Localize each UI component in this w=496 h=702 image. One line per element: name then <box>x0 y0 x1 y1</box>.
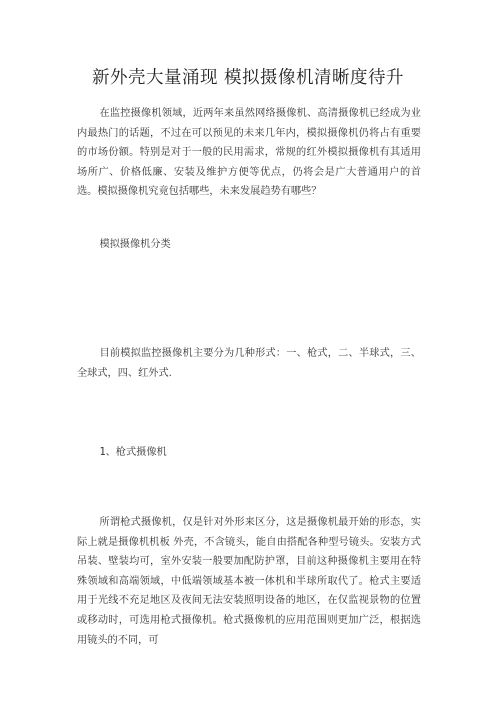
page-title: 新外壳大量涌现 模拟摄像机清晰度待升 <box>91 68 405 88</box>
gun-camera-paragraph: 所谓枪式摄像机，仅是针对外形来区分，这是摄像机最开始的形态，实际上就是摄像机机板 外壳，不含镜头，能自由搭配各种型号镜头。安装方式吊装、壁装均可，室外安装一般要加配防护罩，目前这种摄像机主要用在特殊领域和高端领域，中低端领域基本被一体机和半球所取代了。枪式主要适用于光线不充足地区及夜间无法安装照明设备的地区，在仅监视景物的位置或移动时，可选用枪式摄像机。枪式摄像机的应用范围则更加广泛，根据选用镜头的不同，可 <box>77 517 421 646</box>
intro-paragraph: 在监控摄像机领域，近两年来虽然网络摄像机、高清摄像机已经成为业内最热门的话题，不过在可以预见的未来几年内，模拟摄像机仍将占有重要的市场份额。特别是对于一般的民用需求，常规的红外模拟摄像机有其适用场所广、价格低廉、安装及维护方便等优点，仍将会是广大普通用户的首选。模拟摄像机究竟包括哪些，未来发展趋势有哪些？ <box>77 108 421 198</box>
gun-camera-subheading: 1、枪式摄像机 <box>99 447 167 458</box>
section-heading: 模拟摄像机分类 <box>99 239 171 250</box>
camera-forms-paragraph: 目前模拟监控摄像机主要分为几种形式：一、枪式，二、半球式，三、全球式，四、红外式. <box>77 348 421 379</box>
